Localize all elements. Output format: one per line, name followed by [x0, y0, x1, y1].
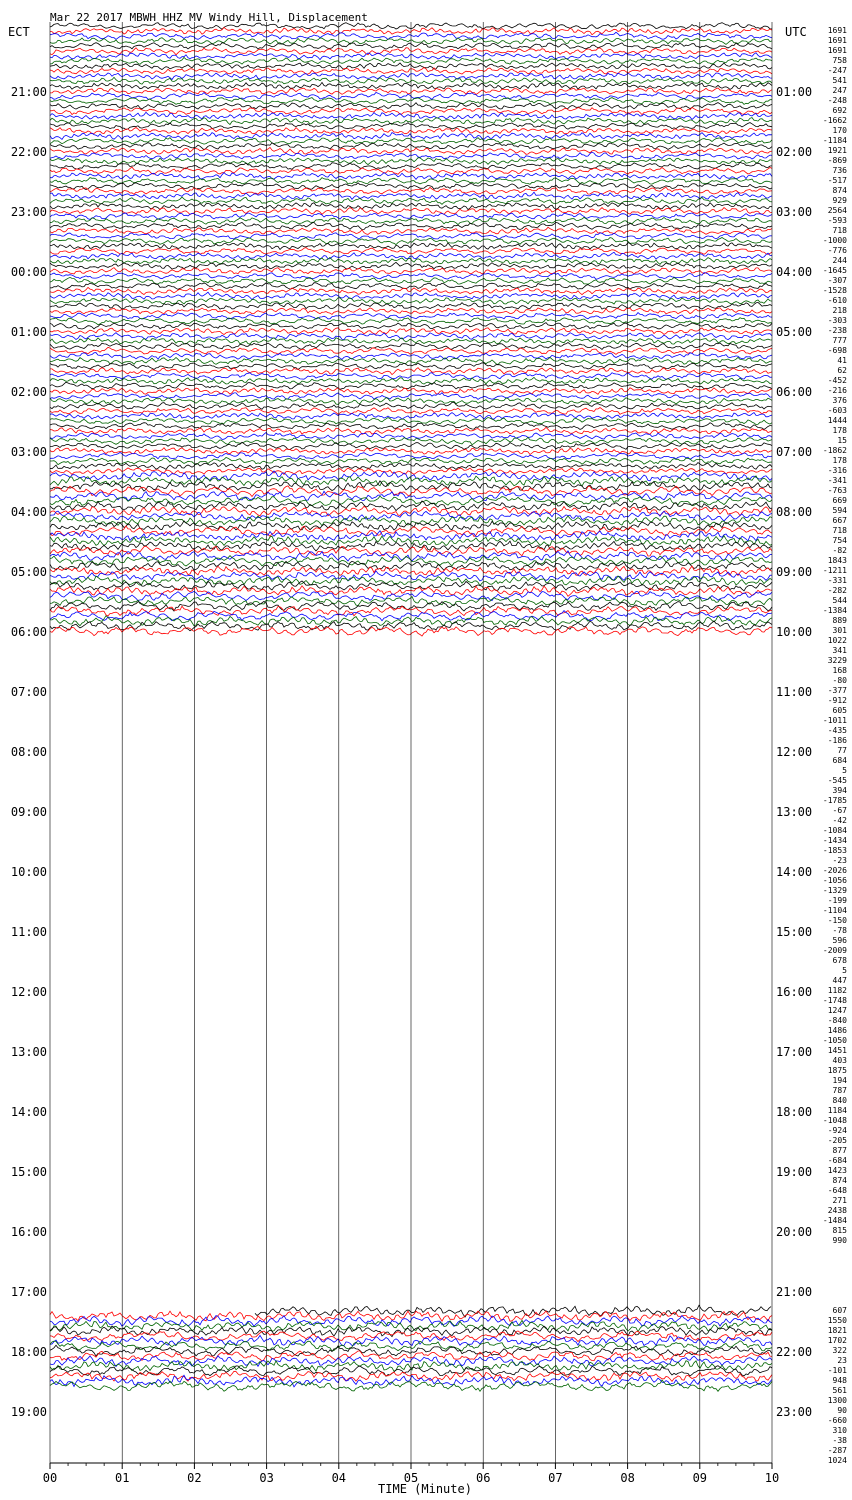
trace-offset-label: 787 [832, 1086, 847, 1095]
trace-offset-label: 561 [832, 1386, 847, 1395]
trace-offset-label: 684 [832, 756, 847, 765]
trace-offset-label: -42 [832, 816, 847, 825]
left-hour-label: 06:00 [10, 625, 47, 639]
trace-offset-label: 889 [832, 616, 847, 625]
trace-offset-label: 758 [832, 56, 847, 65]
trace-offset-label: -248 [827, 96, 847, 105]
trace-offset-label: 718 [832, 526, 847, 535]
left-hour-label: 05:00 [10, 565, 47, 579]
trace-offset-label: 874 [832, 186, 847, 195]
left-hour-label: 17:00 [10, 1285, 47, 1299]
trace-offset-label: 1423 [827, 1166, 847, 1175]
left-hour-label: 02:00 [10, 385, 47, 399]
trace-offset-label: 1691 [827, 36, 847, 45]
trace-offset-label: -912 [827, 696, 847, 705]
right-hour-label: 09:00 [776, 565, 813, 579]
x-tick-label: 01 [114, 1471, 130, 1485]
right-hour-label: 18:00 [776, 1105, 813, 1119]
trace-offset-label: 178 [832, 456, 847, 465]
trace-offset-label: -545 [827, 776, 847, 785]
left-hour-label: 23:00 [10, 205, 47, 219]
trace-offset-label: 605 [832, 706, 847, 715]
right-hour-label: 23:00 [776, 1405, 813, 1419]
trace-offset-label: 1821 [827, 1326, 847, 1335]
trace-offset-label: -199 [827, 896, 847, 905]
trace-offset-label: -869 [827, 156, 847, 165]
x-tick-label: 03 [259, 1471, 274, 1485]
trace-offset-label: 1024 [827, 1456, 847, 1465]
trace-offset-label: 1247 [827, 1006, 847, 1015]
left-hour-labels [11, 85, 47, 1419]
trace-offset-label: -1384 [822, 606, 847, 615]
trace-offset-label: -1484 [822, 1216, 847, 1225]
trace-offset-label: -1853 [822, 846, 847, 855]
right-hour-label: 05:00 [776, 325, 813, 339]
trace-offset-label: 874 [832, 1176, 847, 1185]
x-tick-label: 09 [692, 1471, 708, 1485]
trace-offset-label: 596 [832, 936, 847, 945]
right-hour-label: 17:00 [776, 1045, 813, 1059]
trace-offset-label: 692 [832, 106, 847, 115]
trace-offset-label: -282 [827, 586, 847, 595]
left-hour-label: 03:00 [10, 445, 47, 459]
minute-gridlines [50, 22, 772, 1463]
trace-offset-label: -763 [827, 486, 847, 495]
trace-offset-label: 754 [832, 536, 847, 545]
right-hour-label: 10:00 [776, 625, 813, 639]
trace-offset-label: -776 [827, 246, 847, 255]
left-hour-label: 09:00 [10, 805, 47, 819]
trace-offset-label: 1702 [827, 1336, 847, 1345]
right-hour-label: 22:00 [776, 1345, 813, 1359]
right-hour-label: 16:00 [776, 985, 813, 999]
trace-offset-label: 1486 [827, 1026, 847, 1035]
x-tick-label: 00 [42, 1471, 58, 1485]
trace-offset-label: -1329 [822, 886, 847, 895]
right-hour-label: 19:00 [776, 1165, 813, 1179]
trace-offset-label: -80 [832, 676, 847, 685]
trace-offset-label: 90 [837, 1406, 847, 1415]
trace-offset-label: -23 [832, 856, 847, 865]
trace-offset-label: -1528 [822, 286, 847, 295]
left-hour-label: 00:00 [10, 265, 47, 279]
left-hour-label: 16:00 [10, 1225, 47, 1239]
x-tick-label: 04 [331, 1471, 347, 1485]
trace-offset-label: 5 [842, 766, 847, 775]
trace-offset-label: -216 [827, 386, 847, 395]
trace-offset-label: 1182 [827, 986, 847, 995]
trace-offset-label: -101 [827, 1366, 847, 1375]
seismic-trace [255, 1305, 771, 1317]
trace-offset-label: 376 [832, 396, 847, 405]
left-hour-label: 15:00 [10, 1165, 47, 1179]
trace-offset-label: -1662 [822, 116, 847, 125]
x-tick-label: 07 [548, 1471, 563, 1485]
trace-offset-label: -1000 [822, 236, 847, 245]
trace-offset-label: 1022 [827, 636, 847, 645]
trace-offset-label: -78 [832, 926, 847, 935]
left-hour-label: 13:00 [10, 1045, 47, 1059]
trace-offset-label: 929 [832, 196, 847, 205]
trace-offset-label: 1550 [827, 1316, 847, 1325]
trace-offset-label: 1921 [827, 146, 847, 155]
trace-offset-label: 736 [832, 166, 847, 175]
trace-offset-label: -1434 [822, 836, 847, 845]
right-hour-label: 13:00 [776, 805, 813, 819]
right-hour-label: 03:00 [776, 205, 813, 219]
trace-offset-label: -205 [827, 1136, 847, 1145]
trace-offset-label: 1451 [827, 1046, 847, 1055]
trace-offset-label: -1056 [822, 876, 847, 885]
trace-offset-label: 447 [832, 976, 847, 985]
trace-offset-label: 877 [832, 1146, 847, 1155]
left-hour-label: 01:00 [10, 325, 47, 339]
trace-offset-label: -1748 [822, 996, 847, 1005]
trace-offset-label: -331 [827, 576, 847, 585]
left-hour-label: 18:00 [10, 1345, 47, 1359]
right-hour-label: 12:00 [776, 745, 813, 759]
trace-offset-label: 77 [837, 746, 847, 755]
right-hour-label: 14:00 [776, 865, 813, 879]
trace-offset-label: 341 [832, 646, 847, 655]
right-hour-label: 15:00 [776, 925, 813, 939]
trace-offset-label: 1300 [827, 1396, 847, 1405]
x-axis-label: TIME (Minute) [378, 1482, 472, 1496]
trace-offset-label: 777 [832, 336, 847, 345]
trace-offset-label: -82 [832, 546, 847, 555]
trace-offset-label: 1691 [827, 46, 847, 55]
x-tick-label: 02 [187, 1471, 202, 1485]
left-hour-label: 19:00 [10, 1405, 47, 1419]
trace-offset-label: 1184 [827, 1106, 847, 1115]
trace-offset-label: 544 [832, 596, 847, 605]
trace-offset-label: 1843 [827, 556, 847, 565]
trace-offset-label: -67 [832, 806, 847, 815]
trace-offset-label: -2009 [822, 946, 847, 955]
left-hour-label: 21:00 [10, 85, 47, 99]
trace-offset-label: 990 [832, 1236, 847, 1245]
trace-offset-label: -924 [827, 1126, 847, 1135]
trace-offset-label: -1104 [822, 906, 847, 915]
trace-offset-label: 718 [832, 226, 847, 235]
trace-offset-label: -660 [827, 1416, 847, 1425]
trace-offset-label: -517 [827, 176, 847, 185]
left-hour-label: 07:00 [10, 685, 47, 699]
right-hour-label: 01:00 [776, 85, 813, 99]
trace-offset-label: 41 [837, 356, 847, 365]
trace-offset-label: -303 [827, 316, 847, 325]
left-hour-label: 11:00 [10, 925, 47, 939]
trace-offset-label: 1875 [827, 1066, 847, 1075]
trace-offset-label: -435 [827, 726, 847, 735]
left-hour-label: 14:00 [10, 1105, 47, 1119]
trace-offset-label: -1050 [822, 1036, 847, 1045]
trace-offset-label: 815 [832, 1226, 847, 1235]
trace-offset-label: 271 [832, 1196, 847, 1205]
trace-offset-label: -238 [827, 326, 847, 335]
trace-offset-label: -593 [827, 216, 847, 225]
x-tick-label: 06 [475, 1471, 491, 1485]
trace-offset-label: -1084 [822, 826, 847, 835]
trace-offset-label: -316 [827, 466, 847, 475]
trace-offset-labels [823, 26, 847, 1465]
trace-offset-label: -150 [827, 916, 847, 925]
trace-offset-label: 669 [832, 496, 847, 505]
trace-offset-label: -377 [827, 686, 847, 695]
left-hour-label: 22:00 [10, 145, 47, 159]
trace-offset-label: 168 [832, 666, 847, 675]
left-hour-label: 04:00 [10, 505, 47, 519]
trace-offset-label: -38 [832, 1436, 847, 1445]
right-hour-label: 11:00 [776, 685, 813, 699]
right-hour-label: 06:00 [776, 385, 813, 399]
trace-offset-label: -1211 [822, 566, 847, 575]
trace-offset-label: -603 [827, 406, 847, 415]
right-hour-label: 02:00 [776, 145, 813, 159]
trace-offset-label: -1862 [822, 446, 847, 455]
trace-offset-label: 178 [832, 426, 847, 435]
trace-offset-label: 1444 [827, 416, 847, 425]
trace-offset-label: 541 [832, 76, 847, 85]
trace-offset-label: -610 [827, 296, 847, 305]
left-hour-label: 08:00 [10, 745, 47, 759]
trace-offset-label: -1184 [822, 136, 847, 145]
left-hour-label: 10:00 [10, 865, 47, 879]
trace-offset-label: -840 [827, 1016, 847, 1025]
trace-offset-label: 310 [832, 1426, 847, 1435]
trace-offset-label: 23 [837, 1356, 847, 1365]
trace-offset-label: 218 [832, 306, 847, 315]
trace-offset-label: 244 [832, 256, 847, 265]
right-hour-label: 08:00 [776, 505, 813, 519]
trace-offset-label: -2026 [822, 866, 847, 875]
trace-offset-label: 1691 [827, 26, 847, 35]
trace-offset-label: -648 [827, 1186, 847, 1195]
trace-offset-label: 15 [837, 436, 847, 445]
trace-offset-label: 5 [842, 966, 847, 975]
trace-offset-label: -186 [827, 736, 847, 745]
right-hour-label: 04:00 [776, 265, 813, 279]
trace-offset-label: -247 [827, 66, 847, 75]
right-hour-label: 21:00 [776, 1285, 813, 1299]
x-tick-label: 05 [403, 1471, 419, 1485]
trace-offset-label: 322 [832, 1346, 847, 1355]
x-tick-label: 10 [764, 1471, 780, 1485]
trace-offset-label: -341 [827, 476, 847, 485]
trace-offset-label: 3229 [827, 656, 847, 665]
trace-offset-label: 607 [832, 1306, 847, 1315]
trace-offset-label: 2438 [827, 1206, 847, 1215]
trace-offset-label: 948 [832, 1376, 847, 1385]
trace-offset-label: -1011 [822, 716, 847, 725]
trace-offset-label: -1048 [822, 1116, 847, 1125]
trace-offset-label: -307 [827, 276, 847, 285]
chart-title: Mar 22 2017 MBWH HHZ MV Windy Hill, Displacement [50, 11, 368, 24]
right-hour-label: 07:00 [776, 445, 813, 459]
left-axis-label: ECT [8, 25, 30, 39]
trace-offset-label: -684 [827, 1156, 847, 1165]
right-axis-label: UTC [785, 25, 807, 39]
trace-offset-label: -452 [827, 376, 847, 385]
trace-offset-label: 840 [832, 1096, 847, 1105]
x-tick-label: 08 [620, 1471, 635, 1485]
trace-offset-label: -287 [827, 1446, 847, 1455]
trace-offset-label: 678 [832, 956, 847, 965]
trace-offset-label: 247 [832, 86, 847, 95]
trace-offset-label: 667 [832, 516, 847, 525]
right-hour-label: 20:00 [776, 1225, 813, 1239]
trace-offset-label: -1645 [822, 266, 847, 275]
trace-offset-label: 170 [832, 126, 847, 135]
trace-offset-label: 194 [832, 1076, 847, 1085]
trace-offset-label: 594 [832, 506, 847, 515]
trace-offset-label: 394 [832, 786, 847, 795]
trace-offset-label: 2564 [827, 206, 847, 215]
right-hour-labels [776, 85, 812, 1419]
trace-offset-label: 301 [832, 626, 847, 635]
left-hour-label: 12:00 [10, 985, 47, 999]
trace-offset-label: -1785 [822, 796, 847, 805]
trace-offset-label: 62 [837, 366, 847, 375]
trace-offset-label: 403 [832, 1056, 847, 1065]
trace-offset-label: -698 [827, 346, 847, 355]
